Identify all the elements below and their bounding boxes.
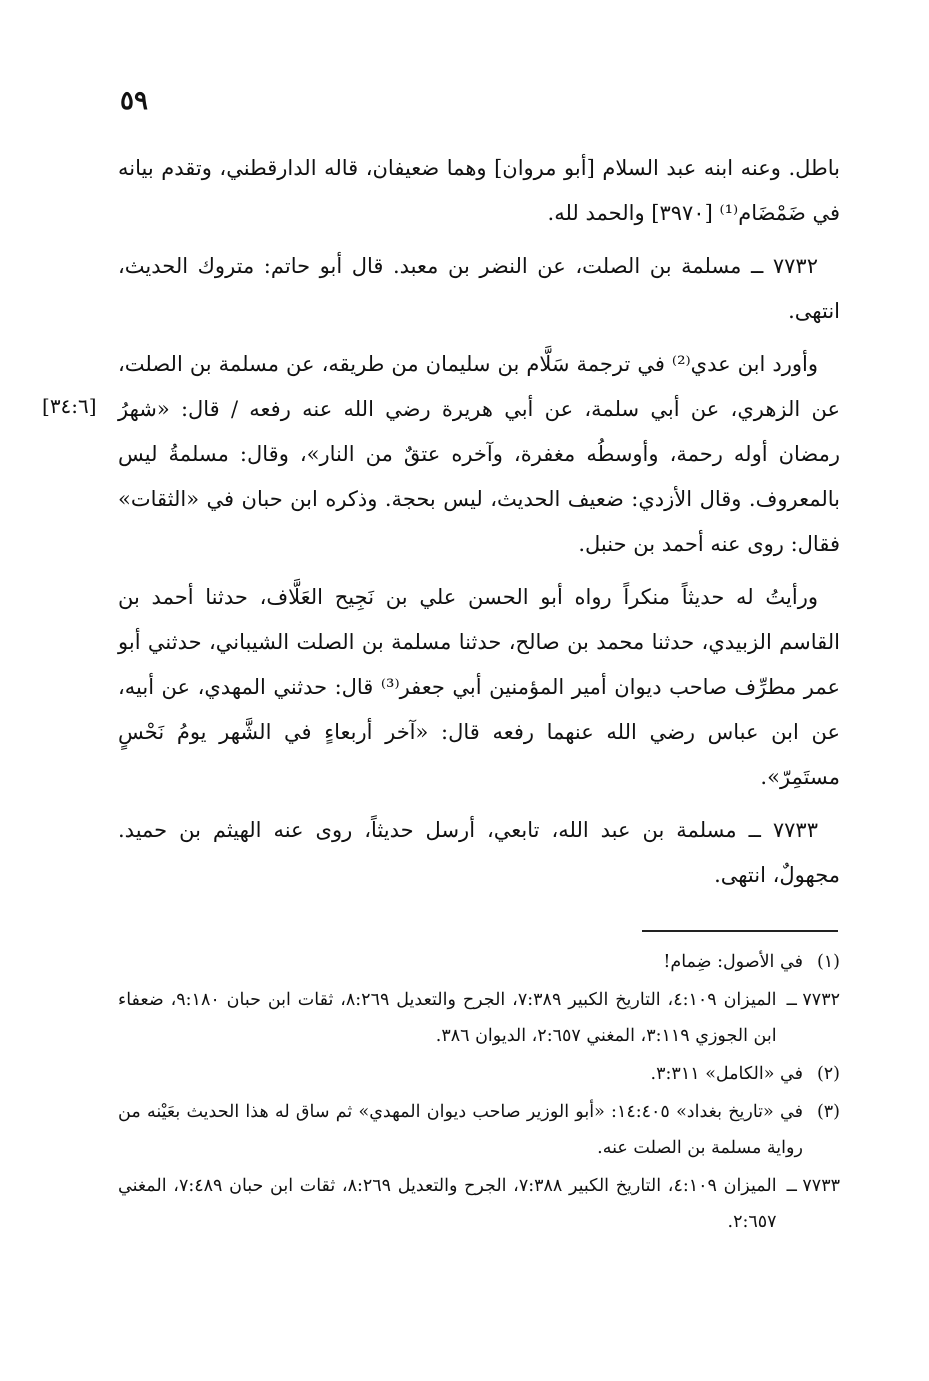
margin-reference: [٣٤:٦] [42,394,97,418]
footnote-label: ٧٧٣٢ ــ [786,990,840,1010]
paragraph-continuation: باطل. وعنه ابنه عبد السلام [أبو مروان] وهما ضعيفان، قاله الدارقطني، وتقدم بيانه في ضَمْضَام⁽¹⁾ [٣٩٧٠] والحمد لله. [118,156,840,225]
footnote-label: ٧٧٣٣ ــ [786,1176,840,1196]
footnotes [118,944,840,1242]
footnote-text: في «تاريخ بغداد» ١٤:٤٠٥: «أبو الوزير صاحب ديوان المهدي» ثم ساق له هذا الحديث بعَيْنه من رواية مسلمة بن الصلت عنه. [118,1102,803,1158]
footnote [118,1168,840,1240]
footnote-text: الميزان ٤:١٠٩، التاريخ الكبير ٧:٣٨٨، الجرح والتعديل ٨:٢٦٩، ثقات ابن حبان ٧:٤٨٩، المغني ٢:٦٥٧. [118,1176,777,1232]
paragraph-hadith-report: ورأيتُ له حديثاً منكراً رواه أبو الحسن علي بن نَجِيح العَلَّاف، حدثنا أحمد بن القاسم الزبيدي، حدثنا محمد بن صالح، حدثنا مسلمة بن الصلت الشيباني، حدثني أبو عمر مطرِّف صاحب ديوان أمير المؤمنين أبي جعفر⁽³⁾ قال: حدثني المهدي، عن أبيه، عن ابن عباس رضي الله عنهما رفعه قال: «آخر أربعاءٍ في الشَّهر يومُ نَحْسٍ مستَمِرّ». [118,585,841,789]
paragraph-ibn-adi: وأورد ابن عدي⁽²⁾ في ترجمة سَلَّام بن سليمان من طريقه، عن مسلمة بن الصلت، عن الزهري، عن أبي سلمة، عن أبي هريرة رضي الله عنه رفعه / قال: «شهرُ رمضان أوله رحمة، وأوسطُه مغفرة، وآخره عتقٌ من النار»، وقال: مسلمةُ ليس بالمعروف. وقال الأزدي: ضعيف الحديث، ليس بحجة. وذكره ابن حبان في «الثقات» فقال: روى عنه أحمد بن حنبل. [118,352,840,556]
footnote [118,1094,840,1166]
footnote [118,982,840,1054]
entry-7733: ٧٧٣٣ ــ مسلمة بن عبد الله، تابعي، أرسل حديثاً، روى عنه الهيثم بن حميد. مجهولٌ، انتهى. [118,818,840,887]
footnote [118,944,840,980]
footnote-label: (٣) [816,1102,840,1122]
page-number: ٥٩ [120,86,148,116]
footnote-text: في الأصول: ضِمام! [663,952,803,972]
footnote-rule [642,930,838,932]
footnote-label: (١) [816,952,840,972]
entry-7732: ٧٧٣٢ ــ مسلمة بن الصلت، عن النضر بن معبد. قال أبو حاتم: متروك الحديث، انتهى. [118,254,840,323]
footnote-text: الميزان ٤:١٠٩، التاريخ الكبير ٧:٣٨٩، الجرح والتعديل ٨:٢٦٩، ثقات ابن حبان ٩:١٨٠، ضعفاء ابن الجوزي ٣:١١٩، المغني ٢:٦٥٧، الديوان ٣٨٦. [118,990,777,1046]
footnote-text: في «الكامل» ٣:٣١١. [650,1064,803,1084]
main-text [118,146,840,906]
footnote [118,1056,840,1092]
footnote-label: (٢) [816,1064,840,1084]
